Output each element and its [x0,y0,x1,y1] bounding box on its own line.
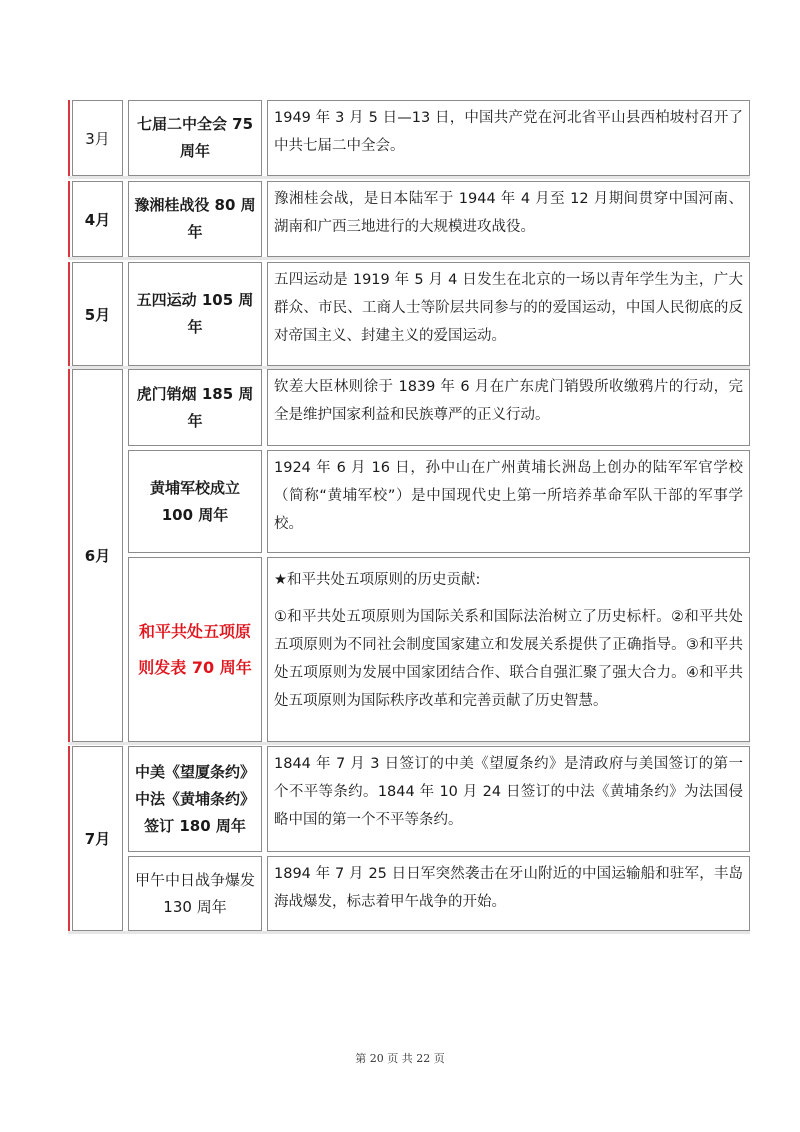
event-title: 黄埔军校成立 100 周年 [128,450,262,553]
row-april [68,181,750,257]
event-description: 1894 年 7 月 25 日日军突然袭击在牙山附近的中国运输船和驻军，丰岛海战爆发，标志着甲午战争的开始。 [267,856,750,931]
month-cell: 6月 [72,369,123,742]
month-cell: 3月 [72,100,123,176]
event-title: 虎门销烟 185 周年 [128,369,262,446]
event-description: 五四运动是 1919 年 5 月 4 日发生在北京的一场以青年学生为主，广大群众、市民、工商人士等阶层共同参与的的爱国运动，中国人民彻底的反对帝国主义、封建主义的爱国运动。 [267,262,750,366]
event-description [267,557,750,742]
month-cell: 4月 [72,181,123,257]
page-footer: 第 20 页 共 22 页 [355,1052,445,1065]
event-description: 1844 年 7 月 3 日签订的中美《望厦条约》是清政府与美国签订的第一个不平等条约。1844 年 10 月 24 日签订的中法《黄埔条约》为法国侵略中国的第一个不平等条约。 [267,746,750,852]
month-cell: 5月 [72,262,123,366]
event-description: 1949 年 3 月 5 日—13 日，中国共产党在河北省平山县西柏坡村召开了中共七届二中全会。 [267,100,750,176]
event-title: 五四运动 105 周年 [128,262,262,366]
row-july [68,746,750,931]
event-title: 豫湘桂战役 80 周年 [128,181,262,257]
event-title-highlight: 和平共处五项原则发表 70 周年 [128,557,262,742]
event-title: 七届二中全会 75 周年 [128,100,262,176]
event-description: 1924 年 6 月 16 日，孙中山在广州黄埔长洲岛上创办的陆军军官学校（简称“黄埔军校”）是中国现代史上第一所培养革命军队干部的军事学校。 [267,450,750,553]
event-description: 豫湘桂会战，是日本陆军于 1944 年 4 月至 12 月期间贯穿中国河南、湖南和广西三地进行的大规模进攻战役。 [267,181,750,257]
row-march [68,100,750,176]
desc-body: ①和平共处五项原则为国际关系和国际法治树立了历史标杆。②和平共处五项原则为不同社会制度国家建立和发展关系提供了正确指导。③和平共处五项原则为发展中国家团结合作、联合自强汇聚了强大合力。④和平共处五项原则为国际秩序改革和完善贡献了历史智慧。 [274,609,743,709]
month-cell: 7月 [72,746,123,931]
row-may [68,262,750,366]
event-title: 甲午中日战争爆发 130 周年 [128,856,262,931]
event-title: 中美《望厦条约》中法《黄埔条约》签订 180 周年 [128,746,262,852]
event-description: 钦差大臣林则徐于 1839 年 6 月在广东虎门销毁所收缴鸦片的行动，完全是维护国家利益和民族尊严的正义行动。 [267,369,750,446]
desc-heading: ★和平共处五项原则的历史贡献: [274,572,481,588]
row-june [68,369,750,742]
